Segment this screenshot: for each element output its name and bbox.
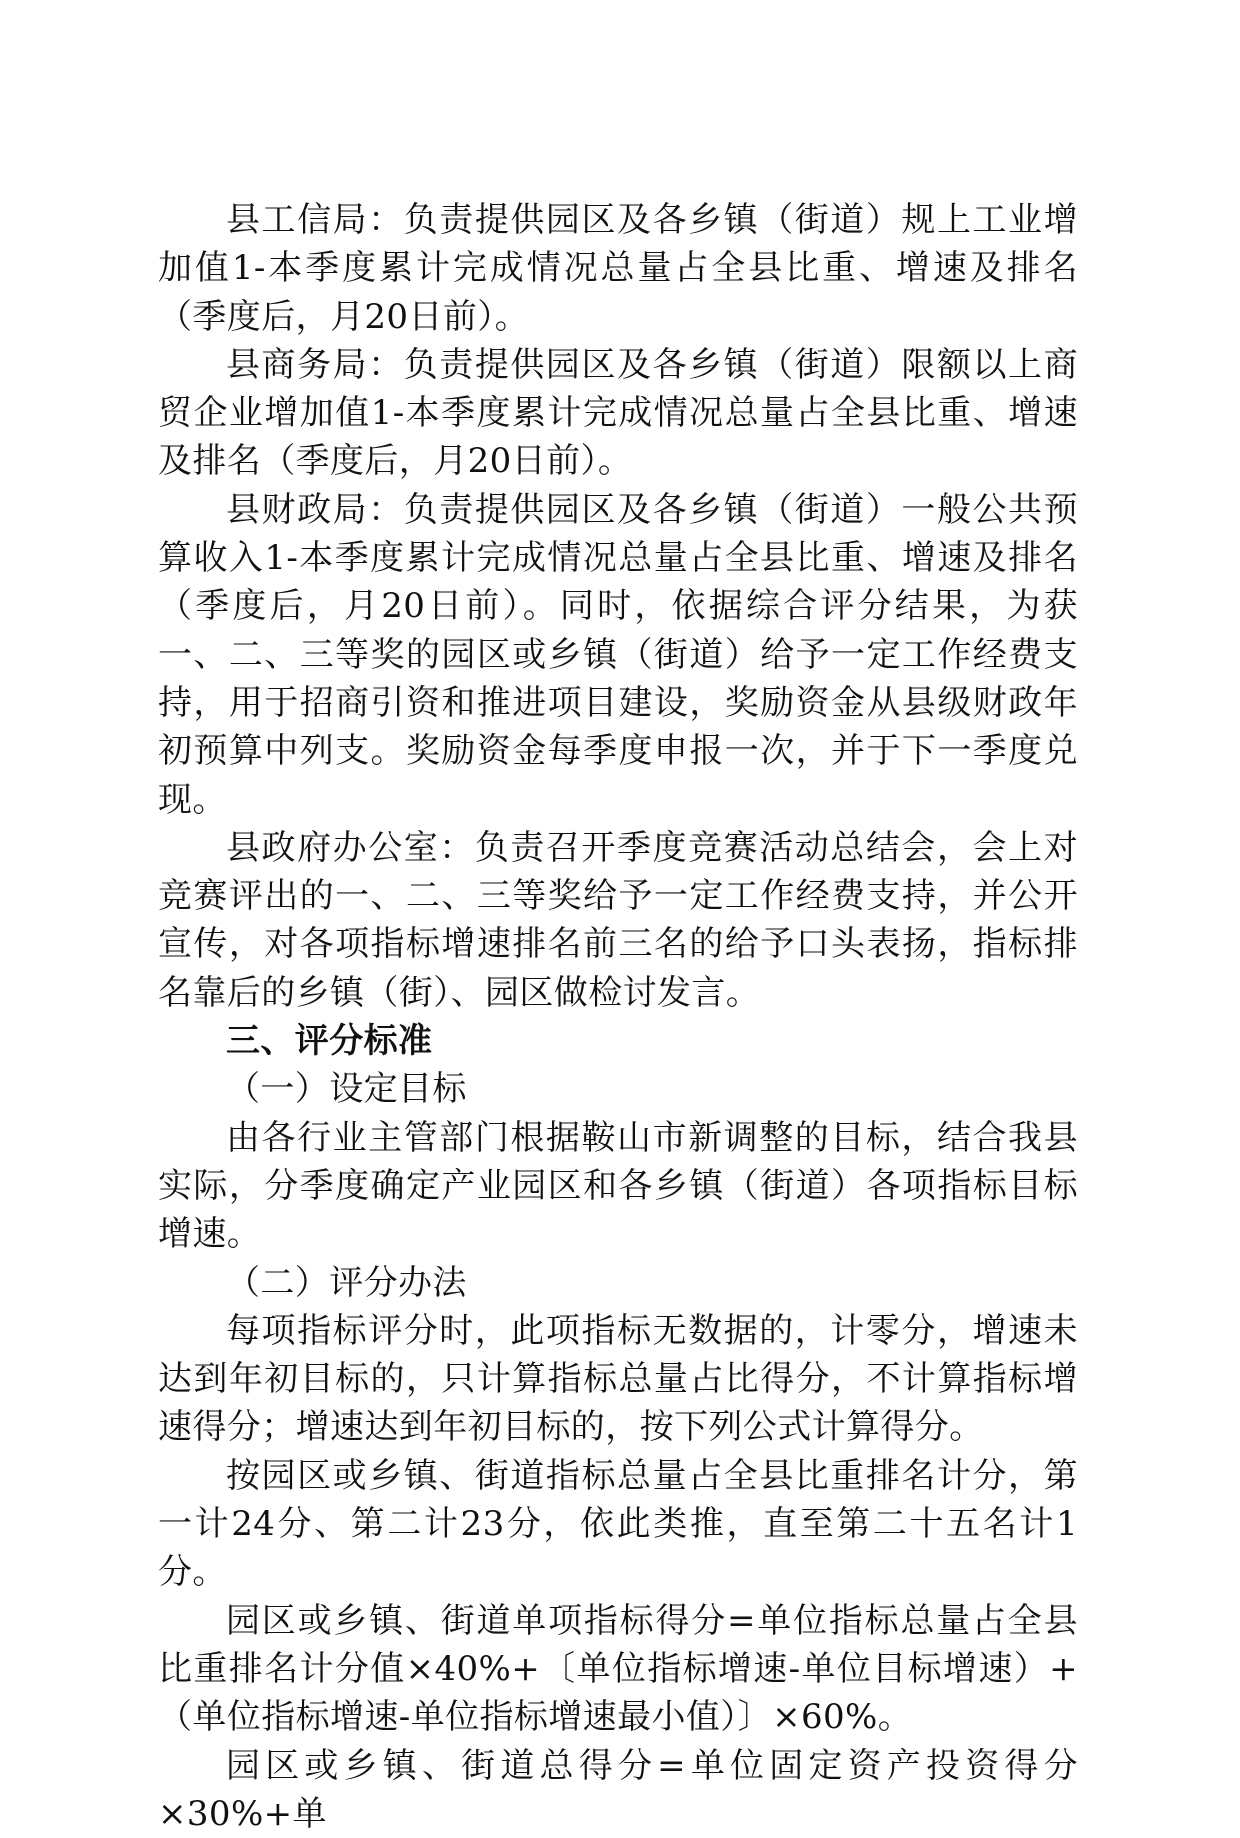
- paragraph-finance-bureau: 县财政局：负责提供园区及各乡镇（街道）一般公共预算收入1-本季度累计完成情况总量占全县比重、增速及排名（季度后，月20日前）。同时，依据综合评分结果，为获一、二、三等奖的园区或乡镇（街道）给予一定工作经费支持，用于招商引资和推进项目建设，奖励资金从县级财政年初预算中列支。奖励资金每季度申报一次，并于下一季度兑现。: [158, 486, 1078, 824]
- paragraph-single-indicator-formula: 园区或乡镇、街道单项指标得分=单位指标总量占全县比重排名计分值×40%+〔单位指标增速-单位目标增速）+（单位指标增速-单位指标增速最小值）〕×60%。: [158, 1597, 1078, 1742]
- paragraph-commerce-bureau: 县商务局：负责提供园区及各乡镇（街道）限额以上商贸企业增加值1-本季度累计完成情况总量占全县比重、增速及排名（季度后，月20日前）。: [158, 341, 1078, 486]
- paragraph-ranking-points: 按园区或乡镇、街道指标总量占全县比重排名计分，第一计24分、第二计23分，依此类推，直至第二十五名计1分。: [158, 1452, 1078, 1597]
- paragraph-scoring-rules: 每项指标评分时，此项指标无数据的，计零分，增速未达到年初目标的，只计算指标总量占比得分，不计算指标增速得分；增速达到年初目标的，按下列公式计算得分。: [158, 1307, 1078, 1452]
- section-heading-scoring-standard: 三、评分标准: [158, 1017, 1078, 1065]
- paragraph-industry-bureau: 县工信局：负责提供园区及各乡镇（街道）规上工业增加值1-本季度累计完成情况总量占全县比重、增速及排名（季度后，月20日前）。: [158, 196, 1078, 341]
- paragraph-target-setting: 由各行业主管部门根据鞍山市新调整的目标，结合我县实际，分季度确定产业园区和各乡镇（街道）各项指标目标增速。: [158, 1114, 1078, 1259]
- document-body: [158, 196, 1078, 1838]
- paragraph-government-office: 县政府办公室：负责召开季度竞赛活动总结会，会上对竞赛评出的一、二、三等奖给予一定工作经费支持，并公开宣传，对各项指标增速排名前三名的给予口头表扬，指标排名靠后的乡镇（街）、园区做检讨发言。: [158, 824, 1078, 1017]
- subheading-set-targets: （一）设定目标: [158, 1065, 1078, 1113]
- subheading-scoring-method: （二）评分办法: [158, 1259, 1078, 1307]
- paragraph-total-score-formula: 园区或乡镇、街道总得分=单位固定资产投资得分×30%+单: [158, 1742, 1078, 1838]
